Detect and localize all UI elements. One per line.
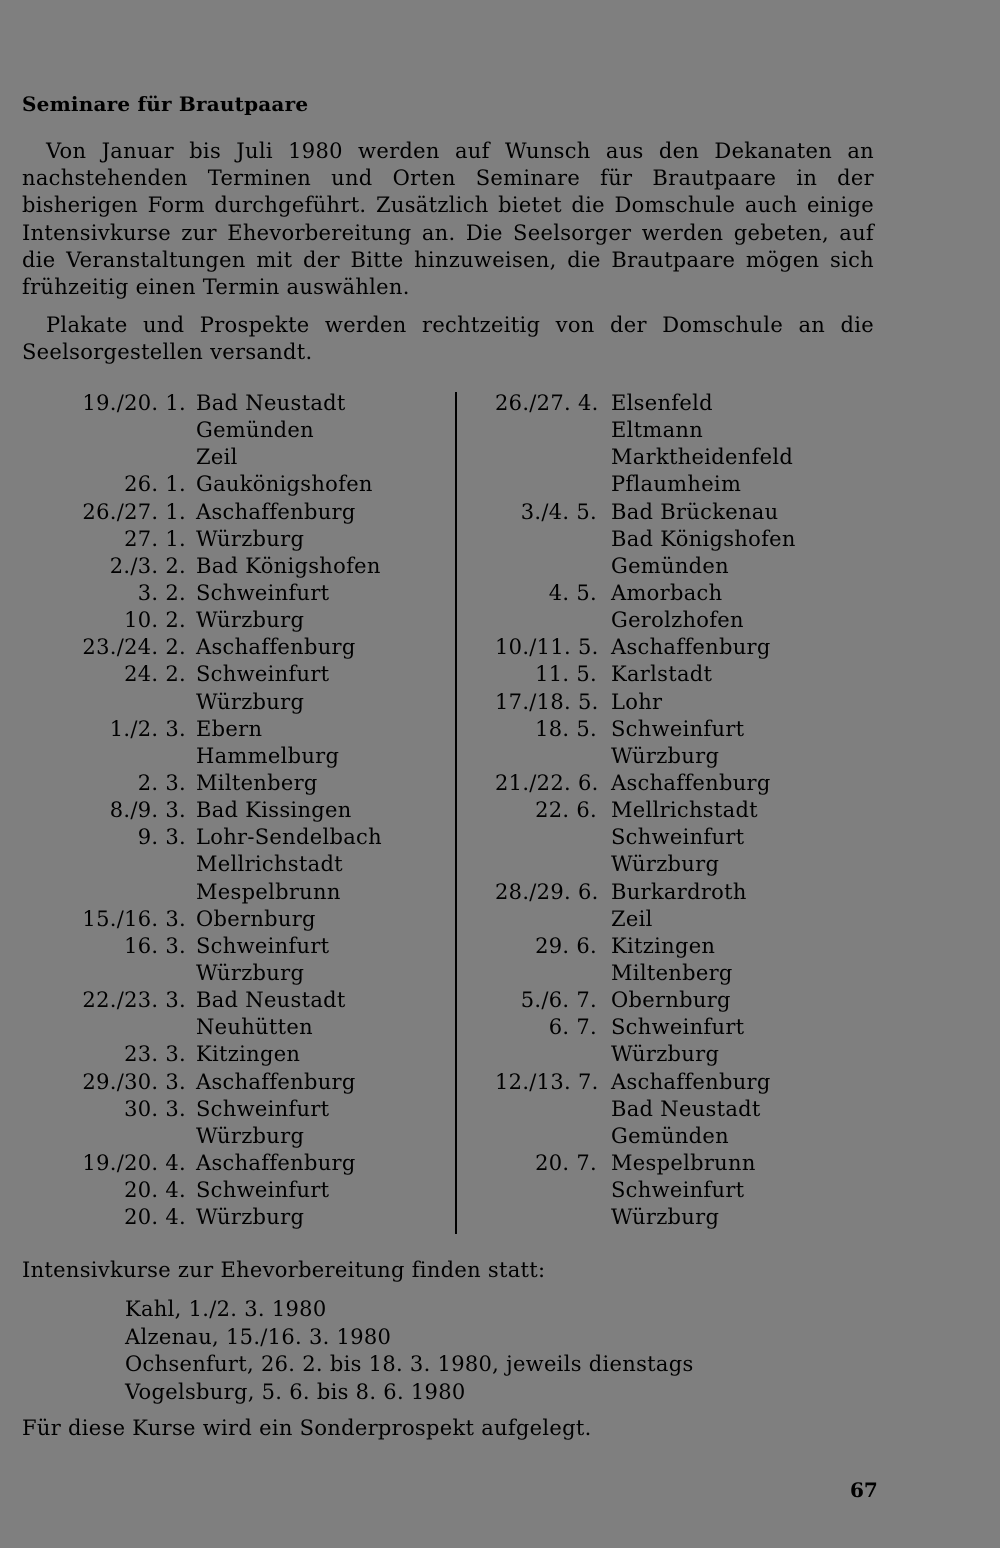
schedule-place: Hammelburg xyxy=(196,743,340,768)
schedule-place: Würzburg xyxy=(611,1205,720,1230)
schedule-place: Schweinfurt xyxy=(611,716,745,741)
schedule-row xyxy=(70,879,382,906)
schedule-row xyxy=(70,689,382,716)
schedule-date: 18. 5. xyxy=(535,716,597,741)
schedule-row xyxy=(70,743,382,770)
schedule-place: Gemünden xyxy=(196,418,314,443)
schedule-row xyxy=(495,634,796,661)
course-item: Ochsenfurt, 26. 2. bis 18. 3. 1980, jeweils dienstags xyxy=(125,1352,694,1376)
schedule-row xyxy=(495,607,796,634)
schedule-place: Aschaffenburg xyxy=(611,770,771,795)
schedule-date: 20. 4. xyxy=(124,1178,186,1203)
schedule-place: Würzburg xyxy=(196,689,305,714)
schedule-place: Kitzingen xyxy=(611,933,716,958)
schedule-row xyxy=(495,879,796,906)
schedule-place: Obernburg xyxy=(611,988,731,1013)
schedule-place: Elsenfeld xyxy=(611,391,713,415)
schedule-row xyxy=(70,634,382,661)
schedule-date xyxy=(70,960,196,987)
schedule-row xyxy=(495,1041,796,1068)
schedule-date: 3. 2. xyxy=(137,580,186,605)
schedule-date: 17./18. 5. xyxy=(495,689,599,714)
schedule-row xyxy=(495,499,796,526)
schedule-date: 5./6. 7. xyxy=(520,988,597,1013)
closing-note: Für diese Kurse wird ein Sonderprospekt aufgelegt. xyxy=(22,1416,592,1440)
schedule-right-column xyxy=(495,390,796,1231)
schedule-date: 28./29. 6. xyxy=(495,879,599,904)
schedule-date: 21./22. 6. xyxy=(495,770,599,795)
schedule-date: 2. 3. xyxy=(137,770,186,795)
schedule-row xyxy=(70,1177,382,1204)
schedule-date: 26. 1. xyxy=(124,472,186,497)
schedule-date: 19./20. 1. xyxy=(82,391,186,415)
schedule-place: Obernburg xyxy=(196,906,316,931)
schedule-date: 10./11. 5. xyxy=(495,635,599,660)
schedule-place: Lohr xyxy=(611,689,663,714)
schedule-place: Karlstadt xyxy=(611,662,713,687)
schedule-row xyxy=(70,851,382,878)
schedule-row xyxy=(495,1096,796,1123)
schedule-place: Schweinfurt xyxy=(196,1178,330,1203)
schedule-row xyxy=(70,1123,382,1150)
schedule-row xyxy=(495,1014,796,1041)
schedule-date: 20. 4. xyxy=(124,1205,186,1230)
schedule-row xyxy=(70,906,382,933)
schedule-place: Pflaumheim xyxy=(611,472,742,497)
schedule-row xyxy=(495,743,796,770)
schedule-row xyxy=(495,824,796,851)
schedule-row xyxy=(70,444,382,471)
schedule-date: 11. 5. xyxy=(535,662,597,687)
schedule-date: 27. 1. xyxy=(124,526,186,551)
schedule-row xyxy=(495,770,796,797)
schedule-date: 4. 5. xyxy=(548,580,597,605)
schedule-date xyxy=(495,417,611,444)
intro-paragraph: Von Januar bis Juli 1980 werden auf Wunsch aus den Dekanaten an nachstehenden Terminen und Orten Seminare für Brautpaare in der bisherigen Form durchgeführt. Zusätzlich bietet die Domschule auch einige Intensivkurse zur Ehevorbereitung an. Die Seelsorger werden gebeten, auf die Veranstaltungen mit der Bitte hinzuweisen, die Brautpaare mögen sich frühzeitig einen Termin auswählen. xyxy=(22,139,874,300)
schedule-date: 24. 2. xyxy=(124,662,186,687)
schedule-place: Würzburg xyxy=(611,1042,720,1067)
schedule-place: Amorbach xyxy=(611,580,723,605)
schedule-place: Schweinfurt xyxy=(196,580,330,605)
schedule-date: 20. 7. xyxy=(535,1150,597,1175)
schedule-row xyxy=(70,770,382,797)
schedule-row xyxy=(70,960,382,987)
schedule-date xyxy=(70,743,196,770)
schedule-date: 2./3. 2. xyxy=(109,553,186,578)
schedule-place: Würzburg xyxy=(611,743,720,768)
schedule-place: Mellrichstadt xyxy=(196,852,343,877)
schedule-date xyxy=(70,1014,196,1041)
schedule-place: Gemünden xyxy=(611,553,729,578)
schedule-date xyxy=(70,1123,196,1150)
schedule-place: Schweinfurt xyxy=(196,662,330,687)
schedule-row xyxy=(70,824,382,851)
schedule-date: 15./16. 3. xyxy=(82,906,186,931)
schedule-place: Schweinfurt xyxy=(196,933,330,958)
schedule-place: Miltenberg xyxy=(196,770,318,795)
schedule-date xyxy=(70,444,196,471)
schedule-row xyxy=(495,689,796,716)
schedule-place: Würzburg xyxy=(196,526,305,551)
schedule-row xyxy=(70,1041,382,1068)
schedule-row xyxy=(495,716,796,743)
schedule-place: Gemünden xyxy=(611,1123,729,1148)
schedule-row xyxy=(495,526,796,553)
schedule-place: Marktheidenfeld xyxy=(611,445,794,470)
schedule-place: Aschaffenburg xyxy=(196,635,356,660)
schedule-row xyxy=(70,1150,382,1177)
schedule-place: Bad Neustadt xyxy=(196,391,346,415)
schedule-row xyxy=(70,1069,382,1096)
schedule-date xyxy=(495,553,611,580)
schedule-place: Bad Kissingen xyxy=(196,798,352,823)
section-heading: Seminare für Brautpaare xyxy=(22,92,309,116)
schedule-place: Würzburg xyxy=(196,608,305,633)
schedule-row xyxy=(495,960,796,987)
schedule-row xyxy=(70,797,382,824)
schedule-row xyxy=(70,499,382,526)
schedule-place: Würzburg xyxy=(611,852,720,877)
schedule-date: 23. 3. xyxy=(124,1042,186,1067)
schedule-date: 9. 3. xyxy=(137,825,186,850)
schedule-date xyxy=(495,471,611,498)
schedule-row xyxy=(495,933,796,960)
page-number: 67 xyxy=(850,1478,878,1502)
schedule-row xyxy=(495,1204,796,1231)
schedule-place: Neuhütten xyxy=(196,1015,313,1040)
schedule-row xyxy=(495,1123,796,1150)
intensive-courses-intro: Intensivkurse zur Ehevorbereitung finden statt: xyxy=(22,1258,546,1282)
schedule-row xyxy=(70,607,382,634)
schedule-date: 10. 2. xyxy=(124,608,186,633)
schedule-date: 12./13. 7. xyxy=(495,1069,599,1094)
schedule-place: Aschaffenburg xyxy=(196,1069,356,1094)
schedule-date: 26./27. 1. xyxy=(82,499,186,524)
schedule-date: 30. 3. xyxy=(124,1096,186,1121)
schedule-row xyxy=(70,933,382,960)
schedule-row xyxy=(70,661,382,688)
schedule-row xyxy=(70,526,382,553)
schedule-place: Aschaffenburg xyxy=(196,1150,356,1175)
schedule-place: Eltmann xyxy=(611,418,704,443)
course-item: Kahl, 1./2. 3. 1980 xyxy=(125,1297,327,1321)
schedule-row xyxy=(495,797,796,824)
schedule-date xyxy=(495,526,611,553)
schedule-date: 26./27. 4. xyxy=(495,391,599,415)
schedule-place: Würzburg xyxy=(196,1123,305,1148)
schedule-place: Schweinfurt xyxy=(611,1178,745,1203)
schedule-row xyxy=(495,553,796,580)
schedule-place: Bad Königshofen xyxy=(611,526,796,551)
schedule-date: 23./24. 2. xyxy=(82,635,186,660)
schedule-row xyxy=(70,390,382,417)
schedule-date: 16. 3. xyxy=(124,933,186,958)
schedule-row xyxy=(70,417,382,444)
schedule-row xyxy=(70,987,382,1014)
schedule-place: Mespelbrunn xyxy=(196,879,341,904)
schedule-date xyxy=(495,1204,611,1231)
schedule-place: Bad Königshofen xyxy=(196,553,381,578)
schedule-date xyxy=(495,444,611,471)
schedule-date xyxy=(495,960,611,987)
schedule-row xyxy=(70,1096,382,1123)
schedule-left-column xyxy=(70,390,382,1231)
schedule-row xyxy=(70,1014,382,1041)
schedule-place: Gaukönigshofen xyxy=(196,472,373,497)
schedule-date xyxy=(70,689,196,716)
schedule-place: Schweinfurt xyxy=(196,1096,330,1121)
schedule-row xyxy=(70,716,382,743)
schedule-place: Zeil xyxy=(611,906,653,931)
schedule-date: 8./9. 3. xyxy=(109,798,186,823)
schedule-date xyxy=(495,1177,611,1204)
poster-paragraph: Plakate und Prospekte werden rechtzeitig von der Domschule an die Seelsorgestellen versandt. xyxy=(22,313,874,365)
schedule-date: 29. 6. xyxy=(535,933,597,958)
schedule-place: Bad Neustadt xyxy=(611,1096,761,1121)
schedule-date xyxy=(495,743,611,770)
schedule-date xyxy=(70,417,196,444)
schedule-date: 6. 7. xyxy=(548,1015,597,1040)
schedule-row xyxy=(70,580,382,607)
schedule-place: Bad Brückenau xyxy=(611,499,779,524)
schedule-row xyxy=(495,906,796,933)
schedule-date xyxy=(495,1096,611,1123)
course-item: Vogelsburg, 5. 6. bis 8. 6. 1980 xyxy=(125,1379,466,1404)
schedule-date: 3./4. 5. xyxy=(520,499,597,524)
schedule-row xyxy=(495,1069,796,1096)
schedule-row xyxy=(495,417,796,444)
course-item: Alzenau, 15./16. 3. 1980 xyxy=(125,1324,392,1349)
schedule-place: Würzburg xyxy=(196,960,305,985)
schedule-date: 22./23. 3. xyxy=(82,988,186,1013)
schedule-place: Würzburg xyxy=(196,1205,305,1230)
schedule-row xyxy=(495,471,796,498)
schedule-place: Kitzingen xyxy=(196,1042,301,1067)
schedule-date xyxy=(70,851,196,878)
schedule-place: Lohr-Sendelbach xyxy=(196,825,382,850)
schedule-date xyxy=(495,851,611,878)
schedule-row xyxy=(495,1177,796,1204)
schedule-place: Aschaffenburg xyxy=(196,499,356,524)
schedule-place: Miltenberg xyxy=(611,960,733,985)
schedule-row xyxy=(70,553,382,580)
schedule-place: Mellrichstadt xyxy=(611,798,758,823)
schedule-date xyxy=(495,1123,611,1150)
schedule-place: Schweinfurt xyxy=(611,1015,745,1040)
schedule-date xyxy=(495,906,611,933)
schedule-place: Burkardroth xyxy=(611,879,747,904)
schedule-place: Bad Neustadt xyxy=(196,988,346,1013)
schedule-date xyxy=(70,879,196,906)
schedule-row xyxy=(495,661,796,688)
schedule-date: 19./20. 4. xyxy=(82,1150,186,1175)
schedule-place: Mespelbrunn xyxy=(611,1150,756,1175)
schedule-date xyxy=(495,824,611,851)
schedule-row xyxy=(495,851,796,878)
schedule-place: Zeil xyxy=(196,445,238,470)
schedule-row xyxy=(495,987,796,1014)
schedule-date xyxy=(495,607,611,634)
schedule-row xyxy=(495,390,796,417)
schedule-place: Aschaffenburg xyxy=(611,635,771,660)
column-divider xyxy=(455,392,457,1234)
schedule-place: Schweinfurt xyxy=(611,825,745,850)
schedule-row xyxy=(495,1150,796,1177)
schedule-date: 29./30. 3. xyxy=(82,1069,186,1094)
schedule-row xyxy=(70,1204,382,1231)
schedule-row xyxy=(70,471,382,498)
schedule-place: Aschaffenburg xyxy=(611,1069,771,1094)
intensive-course-list xyxy=(125,1296,694,1406)
schedule-place: Ebern xyxy=(196,716,263,741)
schedule-date xyxy=(495,1041,611,1068)
schedule-date: 1./2. 3. xyxy=(109,716,186,741)
schedule-row xyxy=(495,444,796,471)
schedule-place: Gerolzhofen xyxy=(611,608,744,633)
schedule-row xyxy=(495,580,796,607)
schedule-date: 22. 6. xyxy=(535,798,597,823)
